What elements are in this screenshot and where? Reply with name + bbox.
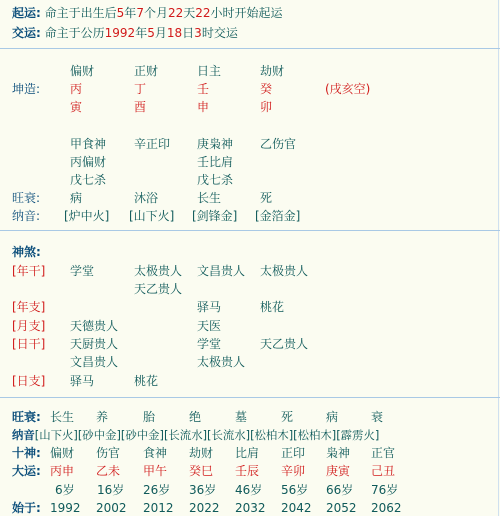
- dayun-wangshuai: 死: [281, 410, 294, 424]
- dayun-year: 2032: [235, 501, 266, 515]
- shensha-item: 学堂: [197, 337, 222, 351]
- dayun-shishen: 正印: [281, 446, 306, 460]
- dayun-shishen: 比肩: [235, 446, 260, 460]
- gan-3: 壬: [197, 82, 210, 96]
- canggan-1-1: 甲食神: [70, 137, 107, 151]
- dayun-nayin-label: 纳音: [12, 428, 35, 442]
- gan-4: 癸: [260, 82, 273, 96]
- shishen-3: 日主: [197, 64, 222, 78]
- zhi-4: 卯: [260, 100, 273, 114]
- divider: [0, 230, 500, 231]
- gan-1: 丙: [70, 82, 83, 96]
- shishen-2: 正财: [134, 64, 159, 78]
- shensha-item: 天德贵人: [70, 319, 119, 333]
- shensha-item: 天乙贵人: [260, 337, 309, 351]
- nayin-1: [炉中火]: [64, 209, 110, 223]
- shensha-item: 驿马: [70, 374, 95, 388]
- dayun-shishen: 劫财: [189, 446, 214, 460]
- dayun-year: 2052: [326, 501, 357, 515]
- dayun-pillar: 癸巳: [189, 464, 214, 478]
- shishen-4: 劫财: [260, 64, 285, 78]
- dayun-wangshuai: 墓: [235, 410, 248, 424]
- shensha-item: 学堂: [70, 264, 95, 278]
- dayun-shishen-label: 十神:: [12, 446, 41, 460]
- dayun-age: 46岁: [235, 483, 263, 497]
- shensha-row-label: [日支]: [12, 374, 46, 388]
- wangshuai-1: 病: [70, 191, 83, 205]
- canggan-3-1: 庚枭神: [197, 137, 234, 151]
- dayun-wangshuai: 病: [326, 410, 339, 424]
- nayin-4: [金箔金]: [255, 209, 301, 223]
- shensha-item: 太极贵人: [134, 264, 183, 278]
- shensha-title: 神煞:: [12, 245, 41, 259]
- dayun-age: 16岁: [97, 483, 125, 497]
- shensha-row-label: [日干]: [12, 337, 46, 351]
- shensha-item: 桃花: [260, 300, 285, 314]
- dayun-wangshuai: 养: [96, 410, 109, 424]
- wangshuai-3: 长生: [197, 191, 222, 205]
- dayun-pillar: 庚寅: [326, 464, 351, 478]
- canggan-1-2: 丙偏财: [70, 155, 107, 169]
- dayun-age: 6岁: [55, 483, 75, 497]
- jiaoyun-label: 交运:: [12, 26, 41, 40]
- wangshuai-4: 死: [260, 191, 273, 205]
- shensha-row-label: [年支]: [12, 300, 46, 314]
- zhi-3: 申: [197, 100, 210, 114]
- dayun-age: 36岁: [189, 483, 217, 497]
- dayun-wangshuai-label: 旺衰:: [12, 410, 41, 424]
- dayun-pillar: 乙未: [96, 464, 121, 478]
- dayun-wangshuai: 衰: [371, 410, 384, 424]
- zhi-2: 酉: [134, 100, 147, 114]
- divider: [0, 48, 500, 49]
- shensha-item: 太极贵人: [197, 355, 246, 369]
- zhi-1: 寅: [70, 100, 83, 114]
- shensha-item: 天乙贵人: [134, 282, 183, 296]
- shensha-item: 天医: [197, 319, 222, 333]
- dayun-shishen: 偏财: [50, 446, 75, 460]
- dayun-pillar: 己丑: [371, 464, 396, 478]
- shensha-item: 文昌贵人: [197, 264, 246, 278]
- dayun-wangshuai: 绝: [189, 410, 202, 424]
- gan-2: 丁: [134, 82, 147, 96]
- kongwang: (戌亥空): [325, 82, 371, 96]
- dayun-nayin-line: [12, 428, 379, 443]
- dayun-age: 66岁: [326, 483, 354, 497]
- dayun-shishen: 伤官: [96, 446, 121, 460]
- dayun-shishen: 枭神: [326, 446, 351, 460]
- dayun-age: 56岁: [281, 483, 309, 497]
- dayun-shishen: 正官: [371, 446, 396, 460]
- shishen-1: 偏财: [70, 64, 95, 78]
- canggan-3-2: 壬比肩: [197, 155, 234, 169]
- shensha-item: 太极贵人: [260, 264, 309, 278]
- shensha-row-label: [年干]: [12, 264, 46, 278]
- wangshuai-2: 沐浴: [134, 191, 159, 205]
- dayun-pillar: 丙申: [50, 464, 75, 478]
- qiyun-line: 起运: 命主于出生后5年7个月22天22小时开始起运: [12, 6, 283, 20]
- canggan-4-1: 乙伤官: [260, 137, 297, 151]
- divider: [0, 397, 500, 398]
- dayun-year: 2022: [189, 501, 220, 515]
- years-label: 始于:: [12, 501, 41, 515]
- dayun-year: 2062: [371, 501, 402, 515]
- wangshuai-label: 旺衰:: [12, 191, 41, 205]
- nayin-label: 纳音:: [12, 209, 41, 223]
- dayun-age: 26岁: [143, 483, 171, 497]
- jiaoyun-line: 交运: 命主于公历1992年5月18日3时交运: [12, 26, 238, 40]
- canggan-1-3: 戊七杀: [70, 173, 107, 187]
- shensha-item: 文昌贵人: [70, 355, 119, 369]
- dayun-pillar: 甲午: [143, 464, 168, 478]
- shensha-item: 驿马: [197, 300, 222, 314]
- canggan-2-1: 辛正印: [134, 137, 171, 151]
- qiyun-label: 起运:: [12, 6, 41, 20]
- dayun-shishen: 食神: [143, 446, 168, 460]
- canggan-3-3: 戊七杀: [197, 173, 234, 187]
- nayin-3: [剑锋金]: [192, 209, 238, 223]
- dayun-label: 大运:: [12, 464, 41, 478]
- dayun-year: 2002: [96, 501, 127, 515]
- shensha-item: 天厨贵人: [70, 337, 119, 351]
- right-border: [498, 0, 499, 516]
- dayun-wangshuai: 胎: [143, 410, 156, 424]
- dayun-year: 2012: [143, 501, 174, 515]
- dayun-age: 76岁: [371, 483, 399, 497]
- dayun-nayin-values: [山下火][砂中金][砂中金][长流水][长流水][松柏木][松柏木][霹雳火]: [34, 428, 380, 442]
- shensha-row-label: [月支]: [12, 319, 46, 333]
- dayun-pillar: 辛卯: [281, 464, 306, 478]
- shensha-item: 桃花: [134, 374, 159, 388]
- nayin-2: [山下火]: [129, 209, 175, 223]
- dayun-pillar: 壬辰: [235, 464, 260, 478]
- dayun-year: 1992: [50, 501, 81, 515]
- dayun-wangshuai: 长生: [50, 410, 75, 424]
- dayun-year: 2042: [281, 501, 312, 515]
- kunzao-label: 坤造:: [12, 82, 41, 96]
